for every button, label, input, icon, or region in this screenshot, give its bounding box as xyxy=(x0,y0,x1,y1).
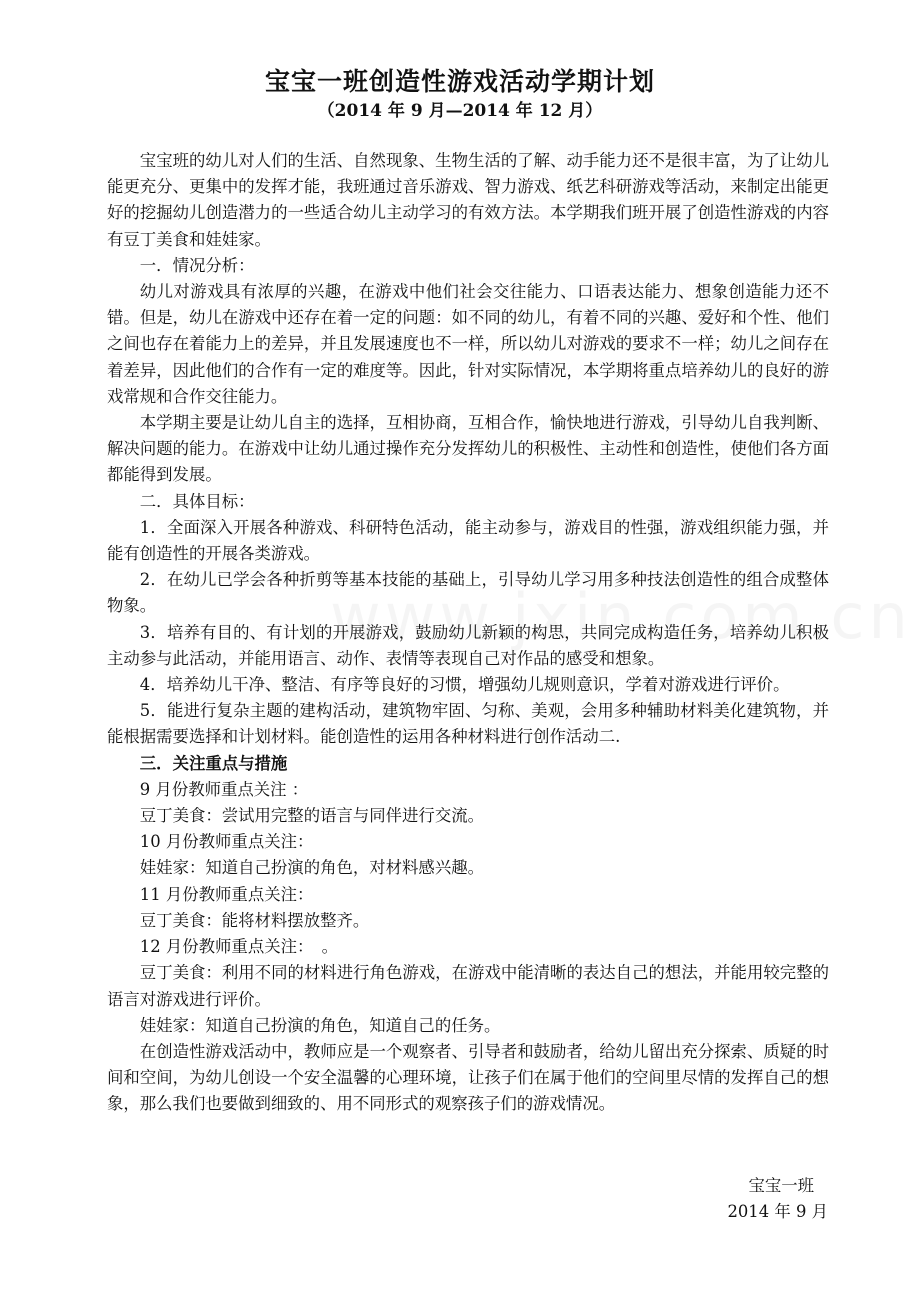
document-title: 宝宝一班创造性游戏活动学期计划 xyxy=(264,67,655,96)
focus-item: 豆丁美食：尝试用完整的语言与同伴进行交流。 xyxy=(139,806,484,826)
goal-item-1: 1．全面深入开展各种游戏、科研特色活动，能主动参与，游戏目的性强，游戏组织能力强，并能有创造性的开展各类游戏。 xyxy=(107,517,829,564)
closing-paragraph: 在创造性游戏活动中，教师应是一个观察者、引导者和鼓励者，给幼儿留出充分探索、质疑的时间和空间，为幼儿创设一个安全温馨的心理环境，让孩子们在属于他们的空间里尽情的发挥自己的想象，那么我们也要做到细致的、用不同形式的观察孩子们的游戏情况。 xyxy=(107,1041,829,1114)
goal-item-4: 4．培养幼儿干净、整洁、有序等良好的习惯，增强幼儿规则意识，学着对游戏进行评价。 xyxy=(139,675,790,695)
semester-goal-paragraph: 本学期主要是让幼儿自主的选择，互相协商，互相合作，愉快地进行游戏，引导幼儿自我判断、解决问题的能力。在游戏中让幼儿通过操作充分发挥幼儿的积极性、主动性和创造性，使他们各方面都能得到发展。 xyxy=(107,413,829,485)
focus-month-november: 11 月份教师重点关注： xyxy=(139,884,314,904)
focus-month-december: 12 月份教师重点关注： 。 xyxy=(139,937,338,957)
goal-item-5: 5．能进行复杂主题的建构活动，建筑物牢固、匀称、美观，会用多种辅助材料美化建筑物，并能根据需要选择和计划材料。能创造性的运用各种材料进行创作活动二. xyxy=(107,701,829,747)
section-heading-goals: 二．具体目标： xyxy=(139,491,255,511)
document-subtitle: （2014 年 9 月—2014 年 12 月） xyxy=(317,101,603,121)
focus-item: 娃娃家：知道自己扮演的角色，对材料感兴趣。 xyxy=(139,858,484,878)
signature-date: 2014 年 9 月 xyxy=(727,1202,828,1221)
analysis-paragraph: 幼儿对游戏具有浓厚的兴趣，在游戏中他们社会交往能力、口语表达能力、想象创造能力还不错。但是，幼儿在游戏中还存在着一定的问题：如不同的幼儿，有着不同的兴趣、爱好和个性、他们之间也存在着能力上的差异，并且发展速度也不一样，所以幼儿对游戏的要求不一样；幼儿之间存在着差异，因此他们的合作有一定的难度等。因此，针对实际情况，本学期将重点培养幼儿的良好的游戏常规和合作交往能力。 xyxy=(107,282,829,406)
focus-month-september: 9 月份教师重点关注 ： xyxy=(139,779,309,799)
focus-item: 娃娃家：知道自己扮演的角色，知道自己的任务。 xyxy=(139,1015,501,1035)
goal-item-3: 3．培养有目的、有计划的开展游戏，鼓励幼儿新颖的构思，共同完成构造任务，培养幼儿积极主动参与此活动，并能用语言、动作、表情等表现自己对作品的感受和想象。 xyxy=(107,622,829,668)
focus-item: 豆丁美食：利用不同的材料进行角色游戏，在游戏中能清晰的表达自己的想法，并能用较完整的语言对游戏进行评价。 xyxy=(107,963,829,1009)
goal-item-2: 2．在幼儿已学会各种折剪等基本技能的基础上，引导幼儿学习用多种技法创造性的组合成整体物象。 xyxy=(107,570,829,616)
focus-month-october: 10 月份教师重点关注： xyxy=(139,832,314,852)
signature-class: 宝宝一班 xyxy=(748,1176,814,1195)
section-heading-focus: 三．关注重点与措施 xyxy=(139,753,288,773)
focus-item: 豆丁美食：能将材料摆放整齐。 xyxy=(139,910,370,930)
intro-paragraph: 宝宝班的幼儿对人们的生活、自然现象、生物生活的了解、动手能力还不是很丰富，为了让幼儿能更充分、更集中的发挥才能，我班通过音乐游戏、智力游戏、纸艺科研游戏等活动，来制定出能更好的挖掘幼儿创造潜力的一些适合幼儿主动学习的有效方法。本学期我们班开展了创造性游戏的内容有豆丁美食和娃娃家。 xyxy=(107,151,829,249)
section-heading-analysis: 一．情况分析： xyxy=(139,255,255,275)
document-body xyxy=(107,148,829,1118)
